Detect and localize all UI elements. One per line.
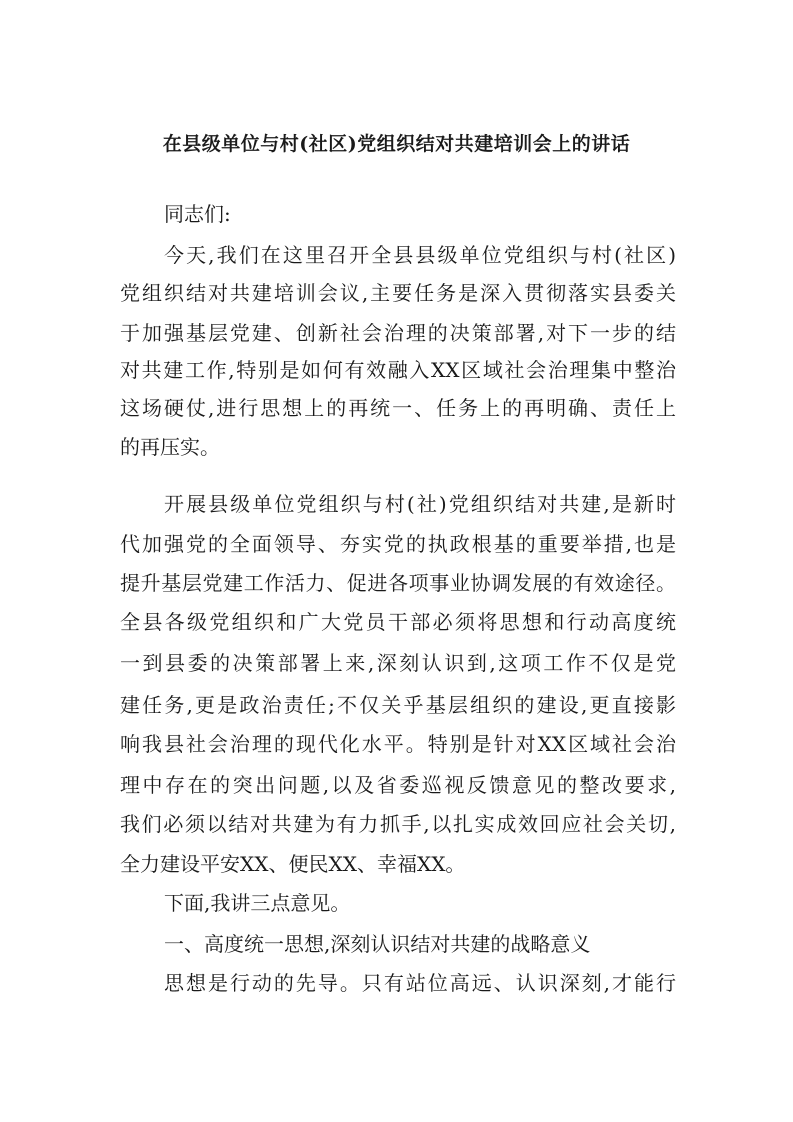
paragraph-line: 开展县级单位党组织与村(社)党组织结对共建,是新时 (164, 492, 676, 516)
paragraph-line: 思想是行动的先导。只有站位高远、认识深刻,才能行 (164, 971, 676, 995)
paragraph-line: 建任务,更是政治责任;不仅关乎基层组织的建设,更直接影 (120, 693, 676, 717)
paragraph-line: 这场硬仗,进行思想上的再统一、任务上的再明确、责任上 (120, 396, 676, 420)
paragraph-line: 响我县社会治理的现代化水平。特别是针对XX区域社会治 (120, 732, 676, 756)
section-heading: 一、高度统一思想,深刻认识结对共建的战略意义 (164, 932, 591, 956)
paragraph-line: 对共建工作,特别是如何有效融入XX区域社会治理集中整治 (120, 358, 676, 382)
salutation-line: 同志们: (164, 202, 231, 226)
paragraph-line: 的再压实。 (120, 435, 220, 459)
paragraph-line: 全力建设平安XX、便民XX、幸福XX。 (120, 852, 466, 876)
paragraph-line: 下面,我讲三点意见。 (164, 891, 351, 915)
document-title: 在县级单位与村(社区)党组织结对共建培训会上的讲话 (162, 133, 631, 155)
paragraph-line: 提升基层党建工作活力、促进各项事业协调发展的有效途径。 (120, 571, 676, 595)
paragraph-line: 于加强基层党建、创新社会治理的决策部署,对下一步的结 (120, 321, 676, 345)
paragraph-line: 我们必须以结对共建为有力抓手,以扎实成效回应社会关切, (120, 812, 676, 836)
paragraph-line: 全县各级党组织和广大党员干部必须将思想和行动高度统 (120, 610, 676, 634)
paragraph-line: 代加强党的全面领导、夯实党的执政根基的重要举措,也是 (120, 532, 676, 556)
paragraph-line: 理中存在的突出问题,以及省委巡视反馈意见的整改要求, (120, 773, 676, 797)
paragraph-line: 一到县委的决策部署上来,深刻认识到,这项工作不仅是党 (120, 651, 676, 675)
paragraph-line: 今天,我们在这里召开全县县级单位党组织与村(社区) (164, 243, 676, 267)
paragraph-line: 党组织结对共建培训会议,主要任务是深入贯彻落实县委关 (120, 281, 676, 305)
